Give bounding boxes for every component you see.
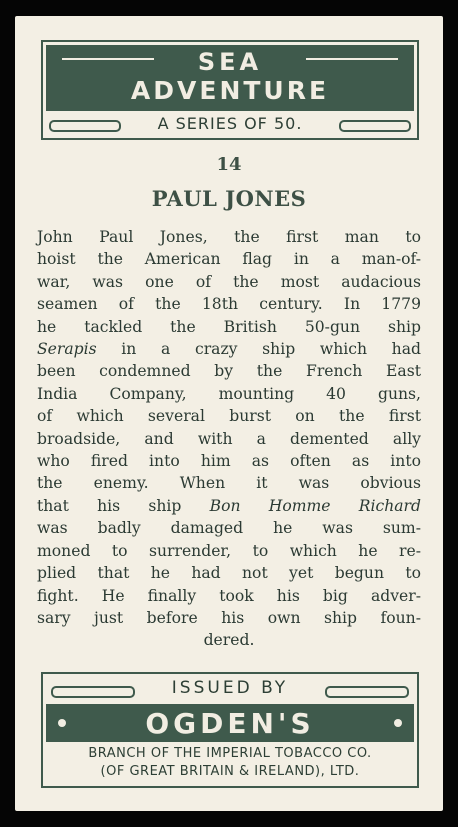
body-line: John Paul Jones, the first man to [37, 228, 421, 246]
body-line: plied that he had not yet begun to [37, 564, 421, 583]
card-body-text [37, 226, 421, 652]
body-line: war, was one of the most audacious [37, 272, 421, 291]
ornament-dot-right [394, 719, 402, 727]
ship-name: Serapis [37, 340, 97, 359]
body-line: sary just before his own ship foun- [37, 608, 421, 627]
body-line: dered. [203, 631, 255, 650]
issuer-line-2: (OF GREAT BRITAIN & IRELAND), LTD. [100, 764, 360, 779]
cigarette-card [15, 16, 443, 811]
ship-name: Bon Homme Richard [209, 496, 421, 515]
series-title-line2: ADVENTURE [130, 76, 330, 105]
series-subtitle: A SERIES OF 50. [157, 114, 303, 133]
body-line: the enemy. When it was obvious [37, 474, 421, 493]
body-line: broadside, and with a demented ally [37, 429, 421, 448]
brand-band [46, 704, 414, 742]
series-title-line1: SEA [197, 48, 263, 76]
body-line: hoist the American flag in a man-of- [37, 250, 421, 269]
body-line: seamen of the 18th century. In 1779 [37, 295, 421, 314]
body-line: that his ship Bon Homme Richard [37, 496, 421, 515]
card-title: PAUL JONES [151, 186, 307, 211]
card-number: 14 [216, 154, 242, 175]
series-title-band [46, 45, 414, 111]
body-line: been condemned by the French East [37, 362, 421, 381]
body-line: who fired into him as often as into [37, 452, 421, 471]
body-line: India Company, mounting 40 guns, [37, 384, 421, 403]
ornament-pill-right [339, 120, 411, 132]
footer-pill-right [325, 686, 409, 698]
series-header [41, 40, 419, 140]
issuer-line-1: BRANCH OF THE IMPERIAL TOBACCO CO. [88, 746, 372, 761]
issuer-footer [41, 672, 419, 788]
body-line: fight. He finally took his big adver- [37, 586, 421, 605]
issued-by-label: ISSUED BY [171, 678, 289, 698]
body-line: was badly damaged he was sum- [37, 519, 421, 538]
body-line: moned to surrender, to which he re- [37, 541, 421, 560]
brand-name: OGDEN'S [145, 707, 315, 740]
body-line: Serapis in a crazy ship which had [37, 340, 421, 359]
body-line: he tackled the British 50-gun ship [37, 317, 421, 336]
series-subtitle-row [43, 112, 417, 136]
issued-by-row [43, 678, 417, 702]
body-line: of which several burst on the first [37, 407, 421, 426]
